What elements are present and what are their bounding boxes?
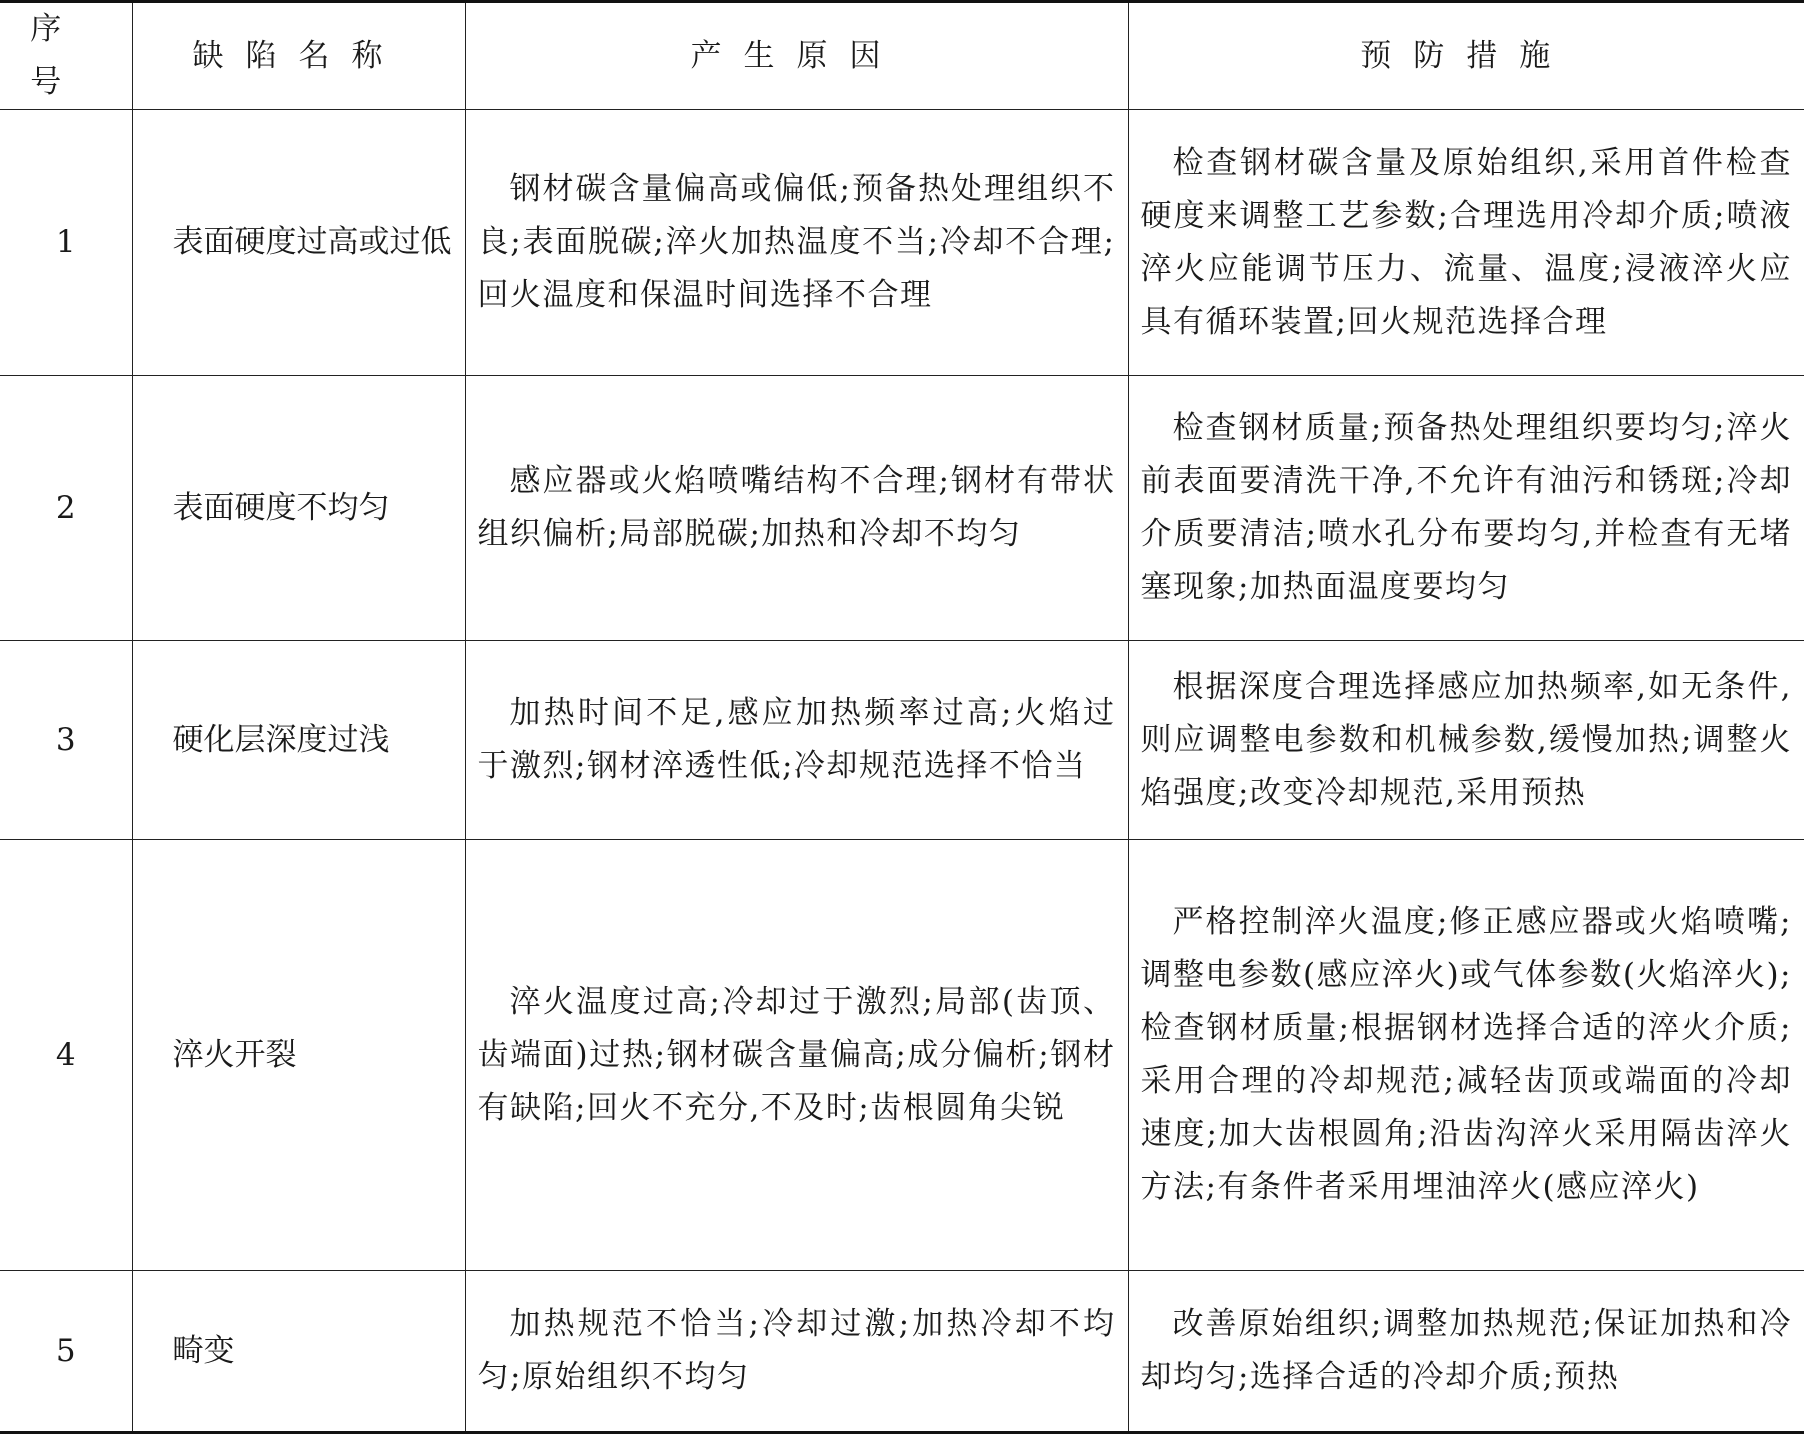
row-prevention: 严格控制淬火温度;修正感应器或火焰喷嘴;调整电参数(感应淬火)或气体参数(火焰淬火);检查钢材质量;根据钢材选择合适的淬火介质;采用合理的冷却规范;减轻齿顶或端面的冷却速度;加大齿根圆角;沿齿沟淬火采用隔齿淬火方法;有条件者采用埋油淬火(感应淬火) <box>1128 840 1804 1271</box>
header-defect-name: 缺陷名称 <box>132 2 465 110</box>
table-row <box>0 840 1804 1271</box>
table-row <box>0 376 1804 641</box>
row-num: 1 <box>0 110 132 376</box>
row-num: 4 <box>0 840 132 1271</box>
header-cause: 产生原因 <box>465 2 1128 110</box>
row-num: 5 <box>0 1271 132 1433</box>
row-prevention: 检查钢材质量;预备热处理组织要均匀;淬火前表面要清洗干净,不允许有油污和锈斑;冷却介质要清洁;喷水孔分布要均匀,并检查有无堵塞现象;加热面温度要均匀 <box>1128 376 1804 641</box>
row-cause: 感应器或火焰喷嘴结构不合理;钢材有带状组织偏析;局部脱碳;加热和冷却不均匀 <box>465 376 1128 641</box>
table-header-row <box>0 2 1804 110</box>
row-defect-name: 硬化层深度过浅 <box>132 641 465 840</box>
row-prevention: 改善原始组织;调整加热规范;保证加热和冷却均匀;选择合适的冷却介质;预热 <box>1128 1271 1804 1433</box>
row-defect-name: 畸变 <box>132 1271 465 1433</box>
row-defect-name: 表面硬度过高或过低 <box>132 110 465 376</box>
row-cause: 加热规范不恰当;冷却过激;加热冷却不均匀;原始组织不均匀 <box>465 1271 1128 1433</box>
row-cause: 钢材碳含量偏高或偏低;预备热处理组织不良;表面脱碳;淬火加热温度不当;冷却不合理;回火温度和保温时间选择不合理 <box>465 110 1128 376</box>
row-prevention: 根据深度合理选择感应加热频率,如无条件,则应调整电参数和机械参数,缓慢加热;调整火焰强度;改变冷却规范,采用预热 <box>1128 641 1804 840</box>
row-num: 3 <box>0 641 132 840</box>
row-cause: 加热时间不足,感应加热频率过高;火焰过于激烈;钢材淬透性低;冷却规范选择不恰当 <box>465 641 1128 840</box>
row-defect-name: 淬火开裂 <box>132 840 465 1271</box>
row-num: 2 <box>0 376 132 641</box>
table-row <box>0 1271 1804 1433</box>
row-defect-name: 表面硬度不均匀 <box>132 376 465 641</box>
row-cause: 淬火温度过高;冷却过于激烈;局部(齿顶、齿端面)过热;钢材碳含量偏高;成分偏析;钢材有缺陷;回火不充分,不及时;齿根圆角尖锐 <box>465 840 1128 1271</box>
table-row <box>0 110 1804 376</box>
row-prevention: 检查钢材碳含量及原始组织,采用首件检查硬度来调整工艺参数;合理选用冷却介质;喷液淬火应能调节压力、流量、温度;浸液淬火应具有循环装置;回火规范选择合理 <box>1128 110 1804 376</box>
table-row <box>0 641 1804 840</box>
header-prevention: 预防措施 <box>1128 2 1804 110</box>
header-num: 序 号 <box>0 2 132 110</box>
